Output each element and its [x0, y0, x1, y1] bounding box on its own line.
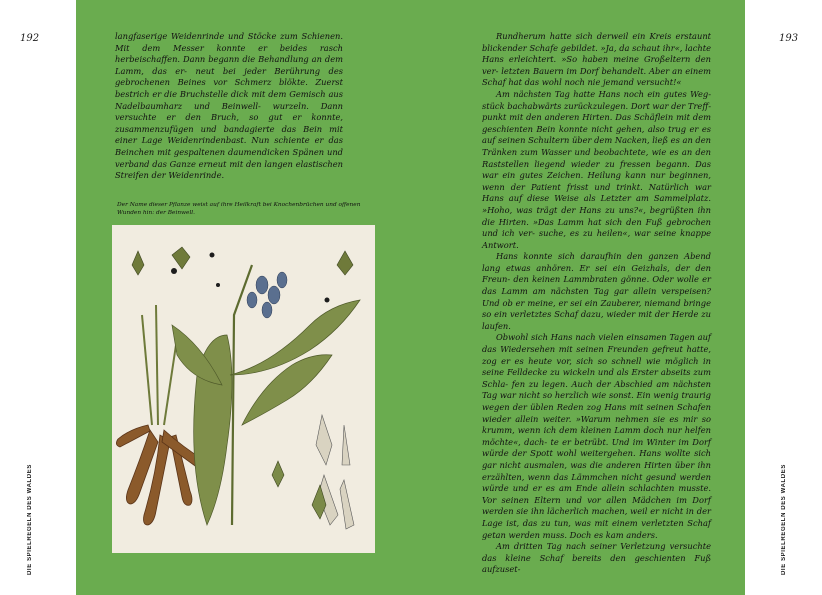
- running-head-left: DIE SPIELREGELN DES WALDES: [27, 464, 33, 575]
- page-number-left: 192: [20, 33, 40, 44]
- running-head-right: DIE SPIELREGELN DES WALDES: [781, 464, 787, 575]
- comfrey-botanical-plate: [112, 225, 375, 553]
- paragraph: Obwohl sich Hans nach vielen einsamen Tagen auf das Wiedersehen mit seinen Freunden gefreut hatte, zog er es heute vor, sich so schnell wie möglich in seine Felldecke zu wickeln und als Erster abseits zum Schla- fen zu legen. Auch der Abschied am nächsten Tag war nicht so herzlich wie sonst. Ein wenig traurig wegen der üblen Reden zog Hans mit seinen Schafen wieder allein weiter. »Warum nehmen sie es mir so krumm, wenn ich dem kleinen Lamm doch nur helfen möchte«, dach- te er betrübt. Und im Winter im Dorf würde der Spott wohl weitergehen. Hans wollte sich gar nicht ausmalen, was die anderen Hirten über ihn erzählten, wenn das Lämmchen nicht gesund werden würde und er es am Ende allein schlachten musste. Vor seinen Eltern und vor allen Mädchen im Dorf werden sie ihn lächerlich machen, weil er nicht in der Lage ist, das zu tun, was mit einem verletzten Schaf getan werden muss. Doch es kam anders.: [482, 332, 711, 540]
- paragraph: langfaserige Weidenrinde und Stöcke zum Schienen. Mit dem Messer konnte er beides rasch herbeischaffen. Dann begann die Behandlung an dem Lamm, das er- neut bei jeder Berührung des gebrochenen Beines vor Schmerz blökte. Zuerst bestrich er die Bruchstelle dick mit dem Gemisch aus Nadelbaumharz und Beinwell- wurzeln. Dann versuchte er den Bruch, so gut er konnte, zusammenzufügen und bandagierte das Bein mit einer Lage Weidenrindenbast. Nun schiente er das Beinchen mit gespaltenen daumendicken Spänen und verband das Ganze erneut mit den langen elastischen Streifen der Weidenrinde.: [115, 31, 343, 181]
- paragraph: Hans konnte sich daraufhin den ganzen Abend lang etwas anhören. Er sei ein Geizhals, der den Freun- den keinen Lammbraten gönne. Oder wolle er das Lamm am nächsten Tag gar allein verspeisen? Und ob er meine, er sei ein Zauberer, niemand bringe so ein verletztes Schaf dazu, wieder mit der Herde zu laufen.: [482, 251, 711, 331]
- figure-caption: Der Name dieser Pflanze weist auf ihre Heilkraft bei Knochenbrüchen und offenen Wunden hin: der Beinwell.: [117, 202, 361, 216]
- page-number-right: 193: [779, 33, 799, 44]
- paragraph: Am nächsten Tag hatte Hans noch ein gutes Weg- stück bachabwärts zurückzulegen. Dort war der Treff- punkt mit den anderen Hirten. Das Schäflein mit dem geschienten Bein konnte nicht gehen, also trug er es auf seinen Schultern über dem Nacken, ließ es an den Tränken zum Wasser und beobachtete, wie es an den Raststellen liegend wieder zu fressen begann. Das war ein gutes Zeichen. Heilung kann nur beginnen, wenn der Patient frisst und trinkt. Natürlich war Hans auf diese Weise als Letzter am Sammelplatz. »Hoho, was trägt der Hans zu uns?«, begrüßten ihn die Hirten. »Das Lamm hat sich den Fuß gebrochen und ich ver- suche, es zu heilen«, war seine knappe Antwort.: [482, 88, 711, 250]
- right-text-column: [482, 31, 711, 576]
- paragraph: Rundherum hatte sich derweil ein Kreis erstaunt blickender Schafe gebildet. »Ja, da schaut ihr«, lachte Hans erleichtert. »So haben meine Großeltern den ver- letzten Bauern im Dorf behandelt. Aber an einem Schaf hat das wohl noch nie jemand versucht!«: [482, 31, 711, 88]
- comfrey-illustration: [112, 225, 375, 553]
- left-text-column: [115, 31, 343, 182]
- paragraph: Am dritten Tag nach seiner Verletzung versuchte das kleine Schaf bereits den geschienten Fuß aufzuset-: [482, 541, 711, 575]
